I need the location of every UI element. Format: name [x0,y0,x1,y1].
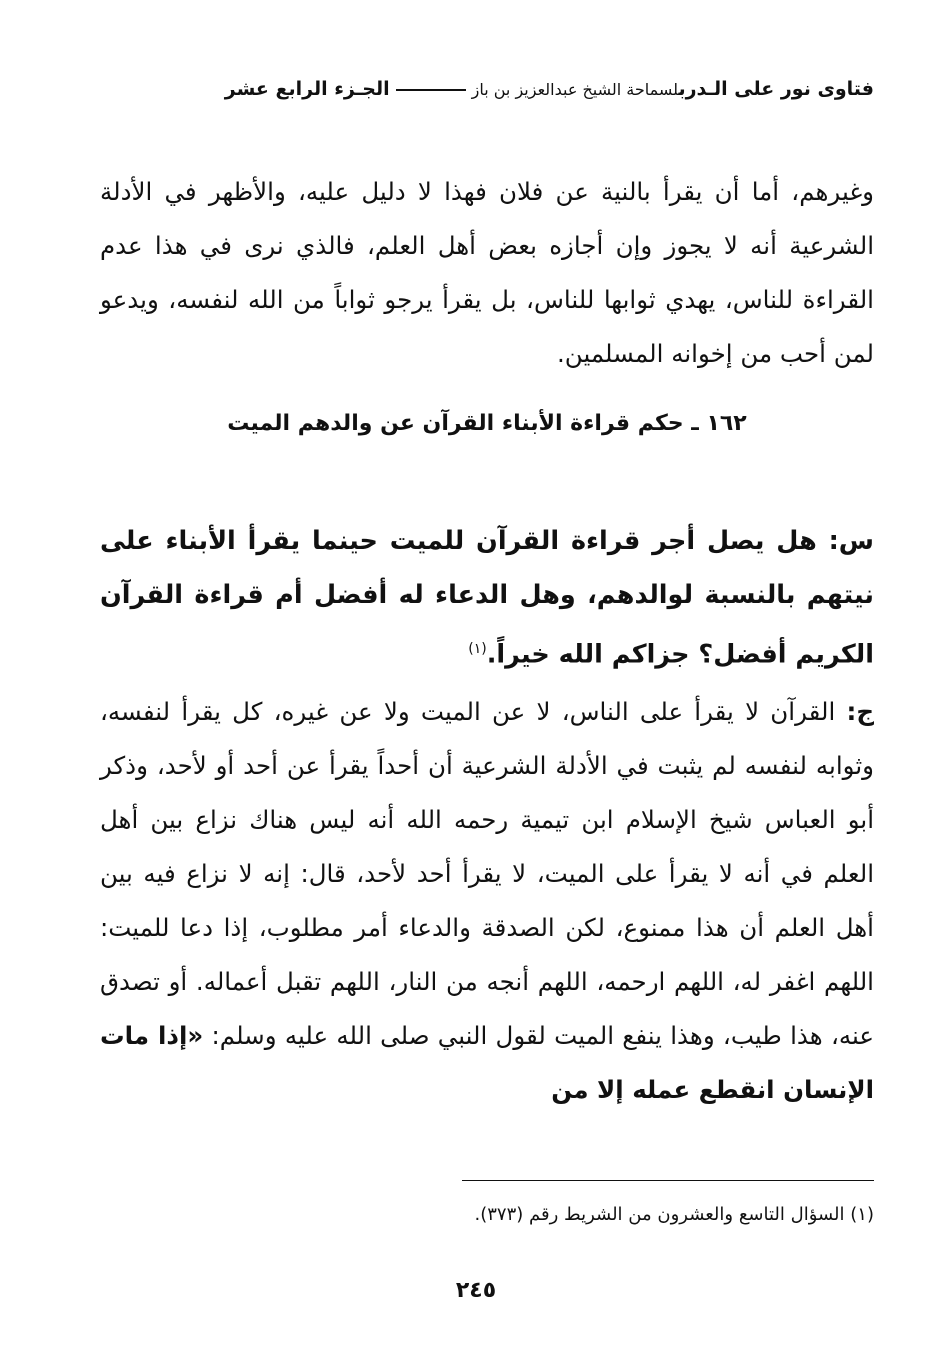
paragraph-continuation: وغيرهم، أما أن يقرأ بالنية عن فلان فهذا لا دليل عليه، والأظهر في الأدلة الشرعية أنه لا يجوز وإن أجازه بعض أهل العلم، فالذي نرى في هذا عدم القراءة للناس، يهدي ثوابها للناس، بل يقرأ يرجو ثواباً من الله لنفسه، ويدعو لمن أحب من إخوانه المسلمين. [100,176,874,368]
question-text: هل يصل أجر قراءة القرآن للميت حينما يقرأ الأبناء على نيتهم بالنسبة لوالدهم، وهل الدعاء له أفضل أم قراءة القرآن الكريم أفضل؟ جزاكم الله خيراً. [100,525,874,669]
volume-label: الجـزء الرابع عشر [224,78,390,100]
running-header [100,74,874,104]
footnote: (١) السؤال التاسع والعشرون من الشريط رقم (٣٧٣). [474,1204,874,1225]
answer-text: القرآن لا يقرأ على الناس، لا عن الميت ولا عن غيره، كل يقرأ لنفسه، وثوابه لنفسه لم يثبت في الأدلة الشرعية أن أحداً يقرأ عن أحد أو لأحد، وذكر أبو العباس شيخ الإسلام ابن تيمية رحمه الله أنه ليس هناك نزاع بين أهل العلم في أنه لا يقرأ على الميت، لا يقرأ أحد لأحد، قال: إنه لا نزاع فيه بين أهل العلم أن هذا ممنوع، لكن الصدقة والدعاء أمر مطلوب، إذا دعا للميت: اللهم اغفر له، اللهم ارحمه، اللهم أنجه من النار، اللهم تقبل أعماله. أو تصدق عنه، هذا طيب، وهذا ينفع الميت لقول النبي صلى الله عليه وسلم: [100,696,874,1050]
author-name: لسماحة الشيخ عبدالعزيز بن باز [471,80,679,99]
page-number: ٢٤٥ [455,1278,497,1303]
section-heading: ١٦٢ ـ حكم قراءة الأبناء القرآن عن والدهم الميت [227,411,747,436]
answer-label: ج: [846,696,874,726]
book-title: فتاوى نور على الـدرب [678,78,874,100]
hadith-quote: «إذا مات الإنسان انقطع عمله إلا من [100,1020,874,1104]
question-label: س: [828,525,874,556]
footnote-divider [462,1180,874,1181]
answer-paragraph [100,685,874,1117]
footnote-ref: (١) [468,640,487,657]
question-paragraph [100,514,874,682]
header-rule [396,89,466,91]
